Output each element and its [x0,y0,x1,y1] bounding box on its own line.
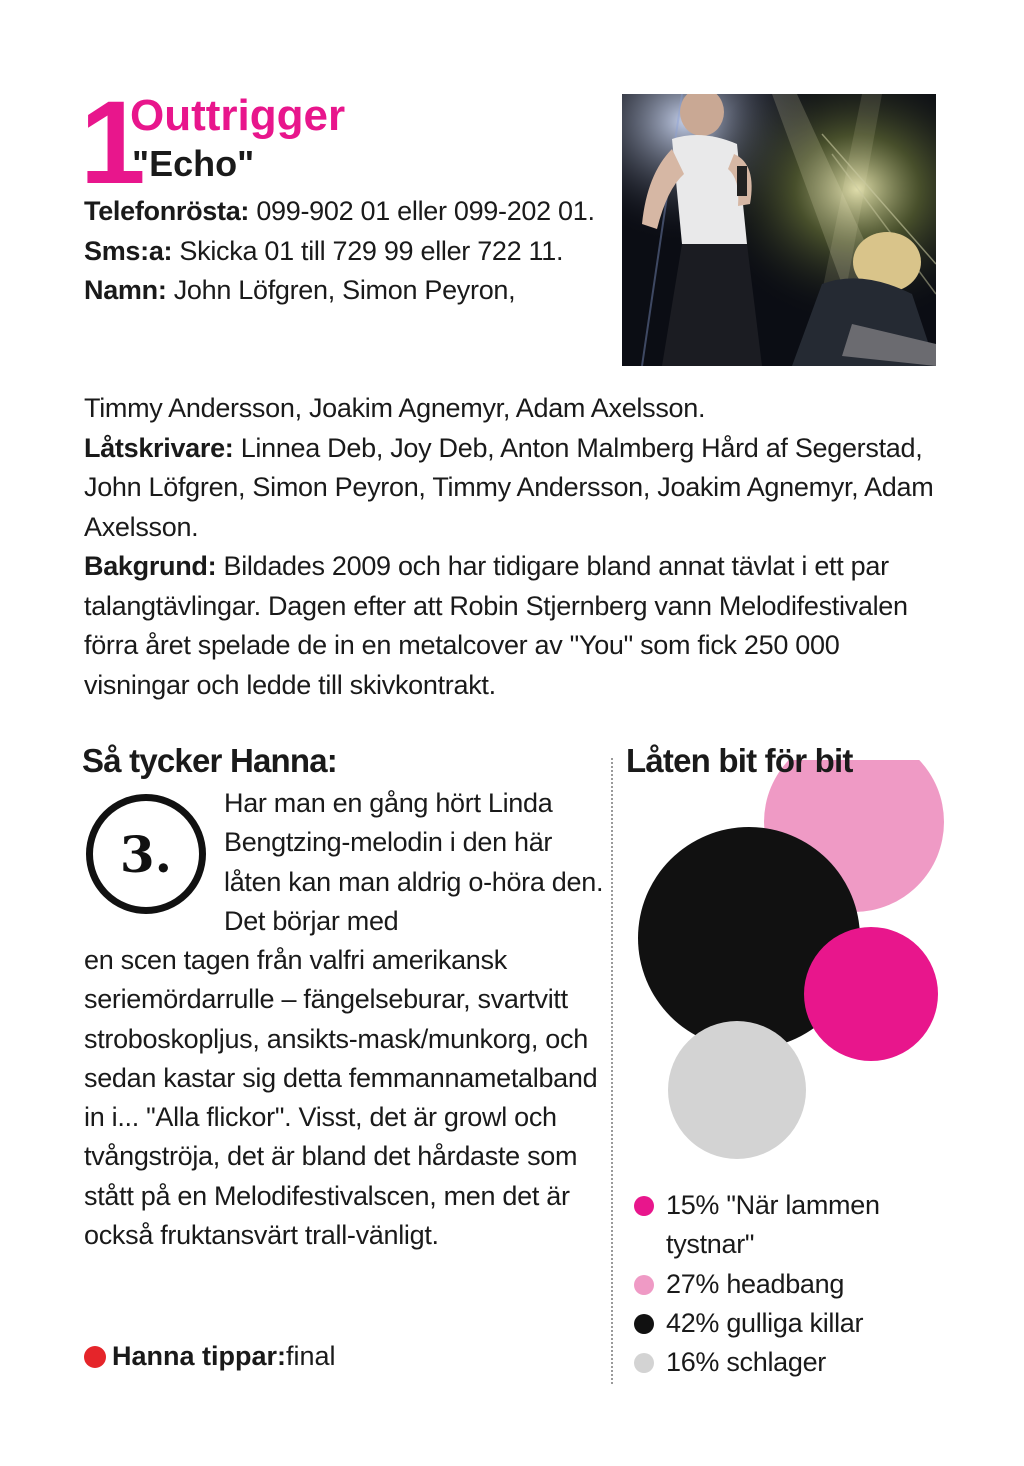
namn-continued: Timmy Andersson, Joakim Agnemyr, Adam Axelsson. [84,393,706,423]
namn-text: John Löfgren, Simon Peyron, [166,275,516,305]
concert-image [622,94,936,366]
legend-swatch [634,1353,654,1373]
latskrivare-fact [84,429,944,548]
breakdown-bubble-chart [626,760,946,1170]
legend-item-nar-lammen [634,1186,926,1264]
legend-swatch [634,1314,654,1334]
bubble-nar-lammen-tystnar [804,927,938,1061]
column-divider [611,758,613,1384]
facts-contact [84,192,604,311]
bakgrund-fact [84,547,944,705]
sms-label: Sms:a: [84,235,173,266]
telefon-label: Telefonrösta: [84,196,250,226]
hanna-tippar [84,1337,336,1376]
bakgrund-label: Bakgrund: [84,551,217,581]
legend-item-gulliga-killar [634,1304,926,1343]
telefon-text: 099-902 01 eller 099-202 01. [249,196,595,226]
legend-item-schlager [634,1343,926,1382]
rating-badge: 3. [86,794,206,914]
legend-label: 42% gulliga killar [666,1308,864,1338]
legend-item-headbang [634,1265,926,1304]
review-text-top: Har man en gång hört Linda Bengtzing-melodin i den här låten kan man aldrig o-höra den. Det börjar med [224,788,604,936]
review-heading: Så tycker Hanna: [82,742,337,779]
tippar-label: Hanna tippar: [112,1341,287,1371]
legend-label: 27% headbang [666,1269,845,1299]
breakdown-heading: Låten bit för bit [626,742,853,779]
namn-label: Namn: [84,275,167,305]
song-title: "Echo" [132,143,255,184]
telefon-fact [84,192,604,232]
sms-text: Skicka 01 till 729 99 eller 722 11. [172,235,564,266]
legend-label: 16% schlager [666,1347,826,1377]
entry-number: 1 [80,77,142,209]
facts-details [84,389,944,705]
latskrivare-label: Låtskrivare: [84,432,234,463]
legend-label: 15% "När lammen tystnar" [666,1190,880,1259]
artist-name: Outtrigger [130,91,346,140]
bakgrund-text: Bildades 2009 och har tidigare bland annat tävlat i ett par talangtävlingar. Dagen efter att Robin Stjernberg vann Melodifestivalen förra året spelade de in en metalcover av "You" som fick 250 000 visningar och ledde till skivkontrakt. [84,551,908,700]
namn-fact [84,271,604,311]
review-text-bottom: en scen tagen från valfri amerikansk seriemördarrulle – fängelseburar, svartvitt stroboskopljus, ansikts-mask/munkorg, och sedan kastar sig detta femmannametalband in i... "Alla flickor". Visst, det är growl och tvångströja, det är bland det hårdaste som stått på en Melodifestivalscen, men det är också fruktansvärt trall-vänligt. [84,945,598,1251]
bubble-schlager [668,1021,806,1159]
legend-swatch [634,1196,654,1216]
tippar-value: final [286,1341,336,1371]
legend-swatch [634,1275,654,1295]
sms-fact [84,232,604,272]
band-photo [622,94,936,366]
latskrivare-text: Linnea Deb, Joy Deb, Anton Malmberg Hård af Segerstad, John Löfgren, Simon Peyron, Timmy Andersson, Joakim Agnemyr, Adam Axelsson. [84,432,934,542]
red-dot-icon [84,1346,106,1368]
